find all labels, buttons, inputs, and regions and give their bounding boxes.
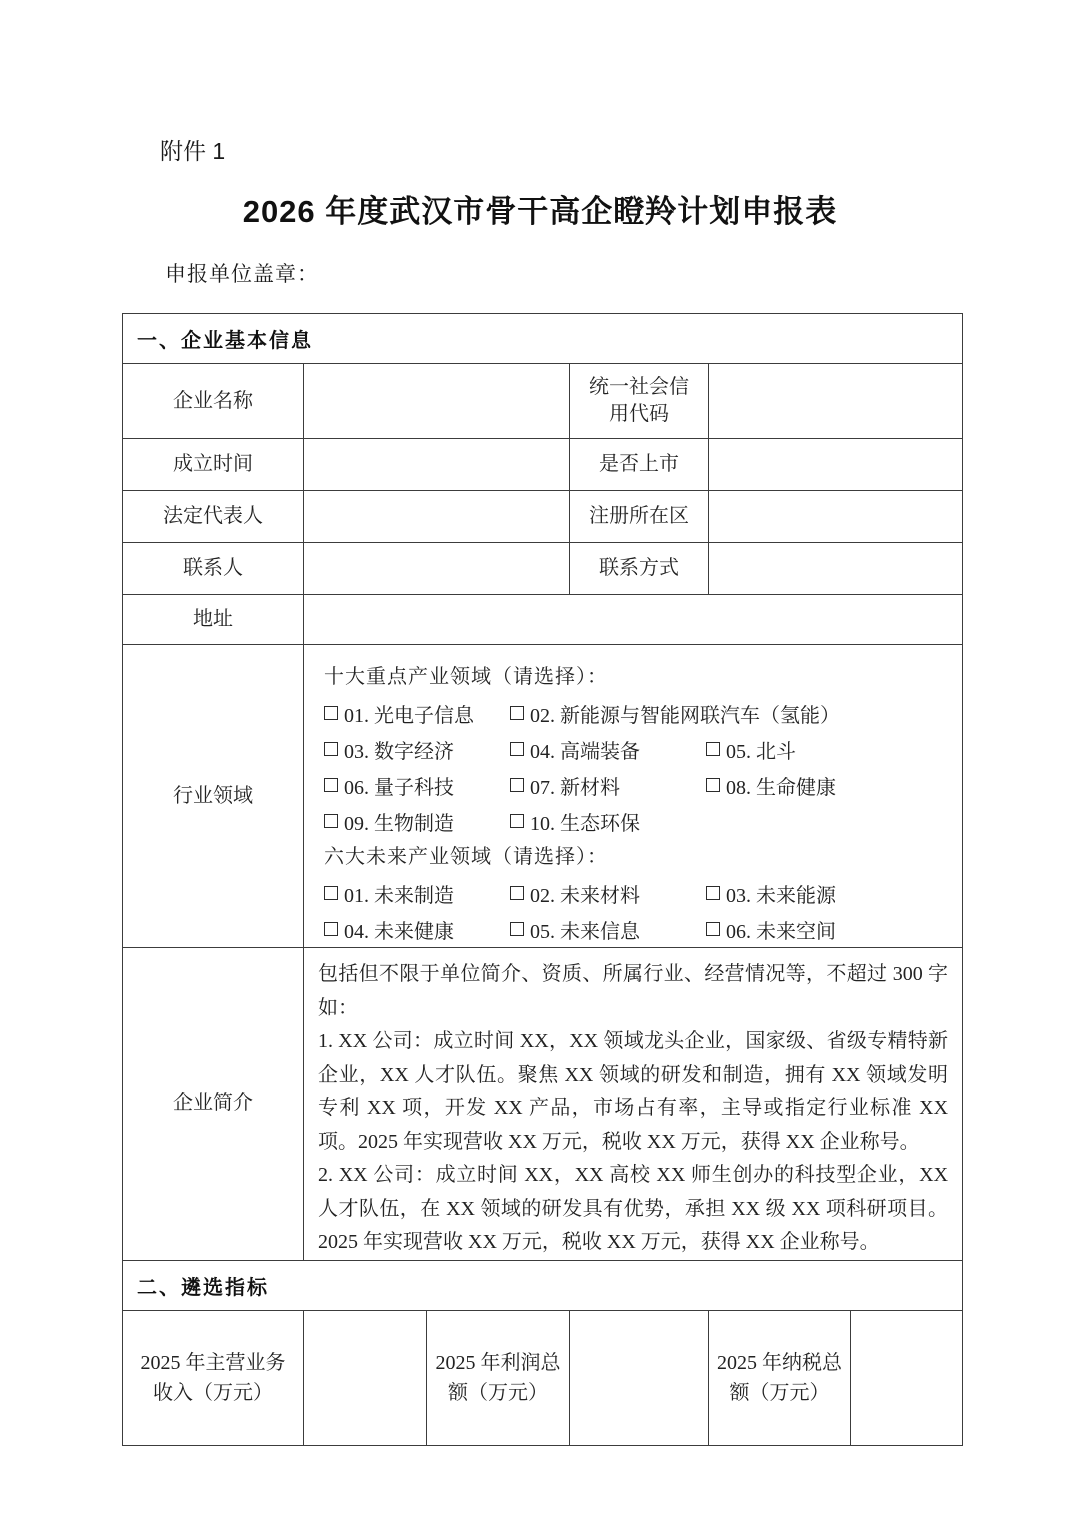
checkbox-icon[interactable] bbox=[706, 778, 720, 792]
legal-rep-label: 法定代表人 bbox=[123, 491, 304, 543]
industry-option bbox=[510, 807, 640, 836]
profit-field[interactable] bbox=[570, 1310, 709, 1445]
checkbox-icon[interactable] bbox=[510, 778, 524, 792]
profile-paragraph: 包括但不限于单位简介、资质、所属行业、经营情况等，不超过 300 字如： bbox=[318, 963, 949, 1019]
industry-option bbox=[324, 771, 510, 800]
checkbox-icon[interactable] bbox=[324, 922, 338, 936]
profile-content-cell[interactable] bbox=[304, 948, 963, 1261]
profit-label: 2025 年利润总额（万元） bbox=[427, 1310, 570, 1445]
industry-option-label: 03. 数字经济 bbox=[344, 740, 454, 763]
industry-option bbox=[324, 915, 510, 944]
attachment-label: 附件 1 bbox=[160, 138, 226, 164]
enterprise-name-label: 企业名称 bbox=[123, 364, 304, 439]
listed-status-field[interactable] bbox=[709, 439, 963, 491]
section2-header: 二、遴选指标 bbox=[123, 1260, 963, 1310]
industry-option-label: 04. 高端装备 bbox=[530, 740, 640, 763]
address-label: 地址 bbox=[123, 595, 304, 645]
checkbox-icon[interactable] bbox=[510, 814, 524, 828]
industry-option bbox=[324, 879, 510, 908]
checkbox-icon[interactable] bbox=[706, 886, 720, 900]
address-field[interactable] bbox=[304, 595, 963, 645]
enterprise-name-field[interactable] bbox=[304, 364, 570, 439]
profile-paragraph: 2. XX 公司：成立时间 XX，XX 高校 XX 师生创办的科技型企业，XX 人才队伍，在 XX 领域的研发具有优势，承担 XX 级 XX 项科研项目。2025 年实现营收 XX 万元，税收 XX 万元，获得 XX 企业称号。 bbox=[318, 1164, 949, 1253]
revenue-label: 2025 年主营业务收入（万元） bbox=[123, 1310, 304, 1445]
tax-label: 2025 年纳税总额（万元） bbox=[709, 1310, 851, 1445]
industry-option-row bbox=[324, 911, 956, 947]
industry-option-label: 04. 未来健康 bbox=[344, 920, 454, 943]
section1-header: 一、企业基本信息 bbox=[123, 314, 963, 364]
industry-option-row bbox=[324, 731, 956, 767]
industry-option-row bbox=[324, 695, 956, 731]
industry-option bbox=[510, 915, 706, 944]
checkbox-icon[interactable] bbox=[324, 814, 338, 828]
checkbox-icon[interactable] bbox=[510, 706, 524, 720]
industry-option-row bbox=[324, 767, 956, 803]
industry-option-label: 01. 光电子信息 bbox=[344, 704, 474, 727]
industry-option-label: 05. 北斗 bbox=[726, 740, 796, 763]
industry-option bbox=[510, 879, 706, 908]
checkbox-icon[interactable] bbox=[510, 886, 524, 900]
profile-paragraph: 1. XX 公司：成立时间 XX，XX 领域龙头企业，国家级、省级专精特新企业，XX 人才队伍。聚焦 XX 领域的研发和制造，拥有 XX 领域发明专利 XX 项，开发 XX 产品，市场占有率，主导或指定行业标准 XX 项。2025 年实现营收 XX 万元，税收 XX 万元，获得 XX 企业称号。 bbox=[318, 1030, 949, 1153]
industry-group2-title: 六大未来产业领域（请选择）： bbox=[324, 846, 608, 868]
application-form-table bbox=[122, 313, 963, 1446]
contact-person-field[interactable] bbox=[304, 543, 570, 595]
checkbox-icon[interactable] bbox=[706, 922, 720, 936]
checkbox-icon[interactable] bbox=[510, 922, 524, 936]
industry-option-label: 07. 新材料 bbox=[530, 776, 620, 799]
establish-date-label: 成立时间 bbox=[123, 439, 304, 491]
industry-option-label: 08. 生命健康 bbox=[726, 776, 836, 799]
industry-option-label: 02. 新能源与智能网联汽车（氢能） bbox=[530, 704, 840, 727]
checkbox-icon[interactable] bbox=[324, 778, 338, 792]
contact-person-label: 联系人 bbox=[123, 543, 304, 595]
industry-group1-title: 十大重点产业领域（请选择）： bbox=[324, 666, 608, 688]
industry-option-row bbox=[324, 803, 956, 839]
checkbox-icon[interactable] bbox=[324, 706, 338, 720]
establish-date-field[interactable] bbox=[304, 439, 570, 491]
registration-district-label: 注册所在区 bbox=[570, 491, 709, 543]
industry-options-cell bbox=[304, 645, 963, 948]
tax-field[interactable] bbox=[851, 1310, 963, 1445]
registration-district-field[interactable] bbox=[709, 491, 963, 543]
industry-field-label: 行业领域 bbox=[123, 645, 304, 948]
industry-option bbox=[510, 771, 706, 800]
industry-option bbox=[706, 879, 836, 908]
contact-method-label: 联系方式 bbox=[570, 543, 709, 595]
seal-label: 申报单位盖章： bbox=[165, 262, 319, 286]
checkbox-icon[interactable] bbox=[324, 886, 338, 900]
credit-code-field[interactable] bbox=[709, 364, 963, 439]
credit-code-label: 统一社会信用代码 bbox=[570, 364, 709, 439]
checkbox-icon[interactable] bbox=[706, 742, 720, 756]
industry-option-label: 02. 未来材料 bbox=[530, 884, 640, 907]
industry-option-label: 09. 生物制造 bbox=[344, 812, 454, 835]
industry-option-label: 06. 量子科技 bbox=[344, 776, 454, 799]
industry-option bbox=[324, 735, 510, 764]
industry-option-label: 03. 未来能源 bbox=[726, 884, 836, 907]
industry-option bbox=[324, 807, 510, 836]
legal-rep-field[interactable] bbox=[304, 491, 570, 543]
industry-option bbox=[510, 735, 706, 764]
industry-option bbox=[706, 771, 836, 800]
industry-option-label: 05. 未来信息 bbox=[530, 920, 640, 943]
page-title: 2026 年度武汉市骨干高企瞪羚计划申报表 bbox=[242, 194, 838, 229]
industry-option bbox=[706, 735, 796, 764]
checkbox-icon[interactable] bbox=[510, 742, 524, 756]
industry-option-label: 10. 生态环保 bbox=[530, 812, 640, 835]
revenue-field[interactable] bbox=[304, 1310, 427, 1445]
industry-option bbox=[706, 915, 836, 944]
contact-method-field[interactable] bbox=[709, 543, 963, 595]
checkbox-icon[interactable] bbox=[324, 742, 338, 756]
industry-option bbox=[510, 699, 840, 728]
listed-status-label: 是否上市 bbox=[570, 439, 709, 491]
industry-option-row bbox=[324, 875, 956, 911]
industry-option-label: 06. 未来空间 bbox=[726, 920, 836, 943]
profile-field-label: 企业简介 bbox=[123, 948, 304, 1261]
industry-option-label: 01. 未来制造 bbox=[344, 884, 454, 907]
industry-option bbox=[324, 699, 510, 728]
